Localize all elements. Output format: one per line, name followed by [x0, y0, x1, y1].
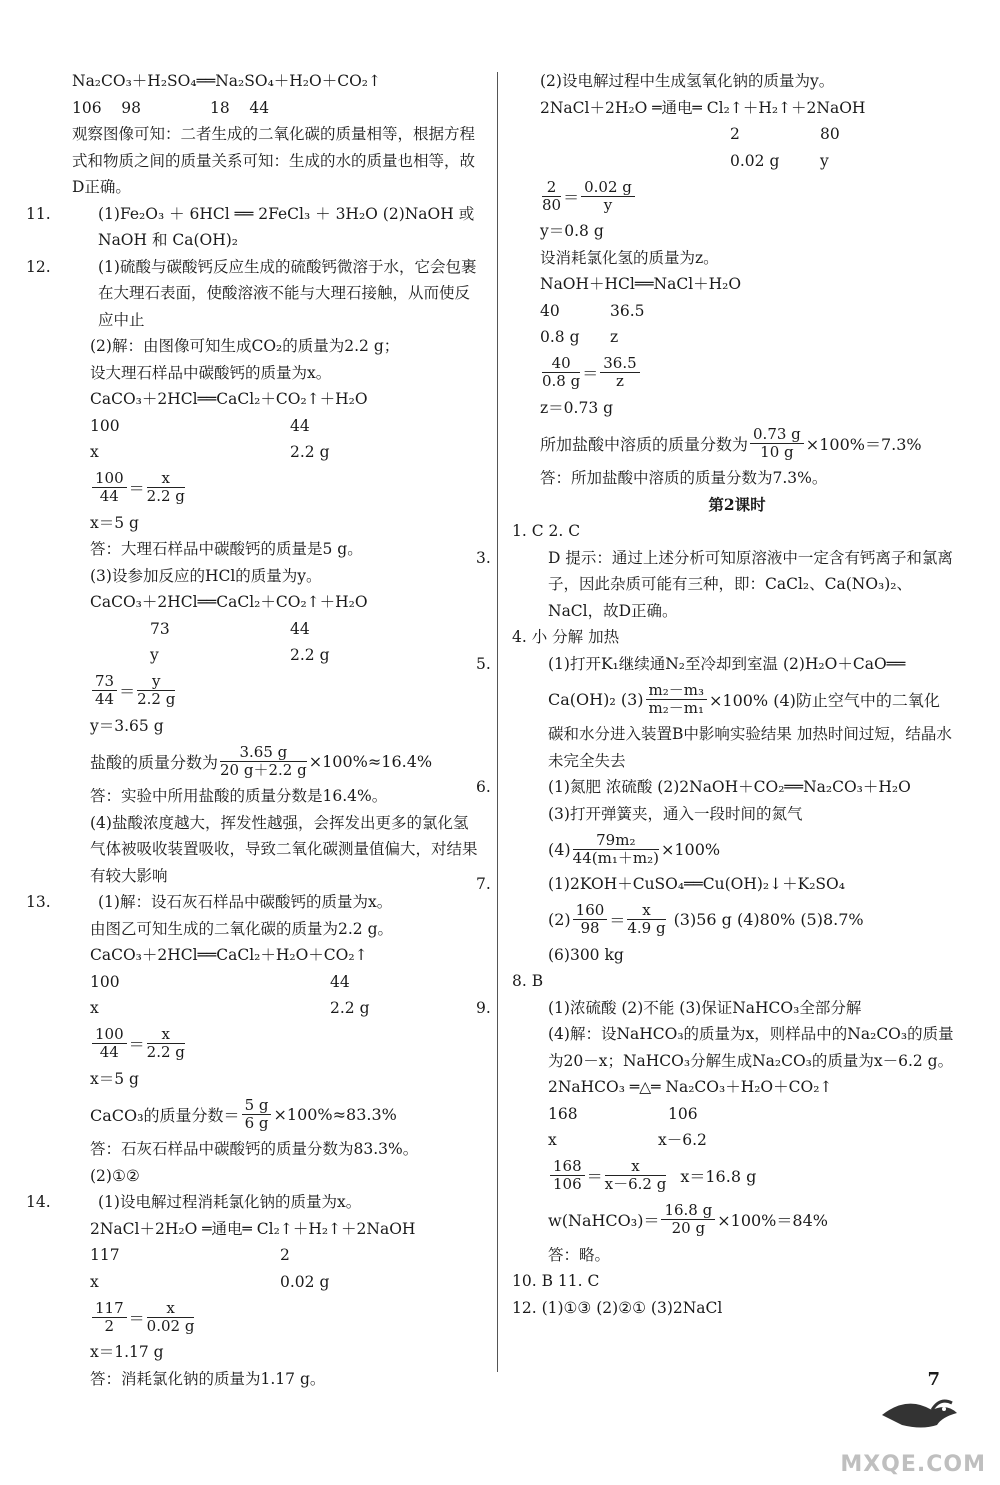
answer-text: D 提示：通过上述分析可知原溶液中一定含有钙离子和氯离子，因此杂质可能有三种，即：CaCl₂、Ca(NO₃)₂、NaCl，故D正确。	[548, 548, 953, 620]
denominator: 2.2 g	[137, 690, 176, 708]
ratio-value: 80	[820, 125, 840, 143]
answer-line: 答：略。	[548, 1245, 611, 1264]
denominator: 44	[99, 1043, 119, 1061]
question-12	[26, 254, 480, 334]
ratio-value: 36.5	[610, 301, 645, 320]
percentage-result: ×100%＝7.3%	[805, 434, 922, 454]
fraction	[627, 902, 665, 937]
result-line: x＝5 g	[90, 1069, 139, 1088]
fraction	[542, 355, 580, 390]
fraction	[147, 1300, 195, 1335]
denominator: 0.02 g	[146, 1316, 195, 1335]
numerator: x	[147, 470, 185, 488]
answer-text: (1)氮肥 浓硫酸 (2)2NaOH＋CO₂══Na₂CO₃＋H₂O	[548, 778, 911, 796]
question-5	[476, 651, 962, 678]
left-column	[26, 68, 480, 1392]
ratio-value: 117	[90, 1246, 120, 1264]
question-number: 14.	[26, 1193, 51, 1211]
mass-ratio-line	[512, 148, 962, 175]
answer-text: ×100%	[660, 839, 721, 859]
mass-ratio-line	[512, 1101, 962, 1128]
fraction	[137, 673, 175, 708]
answer-text: (1)硫酸与碳酸钙反应生成的硫酸钙微溶于水，它会包裹在大理石表面，使酸溶液不能与大理石接触，从而使反应中止	[98, 257, 477, 329]
proportion	[512, 174, 962, 218]
ratio-value: 100	[90, 416, 120, 435]
numerator: x	[605, 1158, 667, 1176]
answer-text: (2)	[548, 910, 571, 929]
answer-text: (4)	[548, 839, 571, 859]
equals-sign: ＝	[128, 479, 145, 498]
question-13	[26, 889, 480, 916]
denominator: m₂－m₁	[648, 698, 704, 717]
answer-line	[512, 827, 962, 871]
question-number: 3.	[476, 548, 491, 567]
denominator: 20 g＋2.2 g	[220, 760, 307, 779]
answer-line: (6)300 kg	[548, 945, 624, 964]
proportion	[62, 669, 480, 713]
proportion	[62, 466, 480, 510]
denominator: 44	[99, 487, 119, 505]
mass-ratio-line	[62, 1269, 480, 1296]
equation-line: CaCO₃＋2HCl══CaCl₂＋CO₂↑＋H₂O	[90, 390, 368, 408]
solution-line: (4)解：设NaHCO₃的质量为x，则样品中的Na₂CO₃的质量为20－x；NaHCO₃分解生成Na₂CO₃的质量为x－6.2 g。	[548, 1025, 954, 1070]
question-number: 11.	[26, 204, 51, 223]
fraction	[92, 1300, 127, 1335]
fraction	[573, 902, 608, 937]
numerator: 16.8 g	[661, 1202, 715, 1220]
fraction	[605, 1158, 667, 1193]
equation-line: CaCO₃＋2HCl══CaCl₂＋H₂O＋CO₂↑	[90, 946, 368, 964]
equals-sign: ＝	[563, 187, 580, 207]
fraction	[581, 179, 635, 214]
proportion	[512, 351, 962, 395]
solution-line: (2)设电解过程中生成氢氧化钠的质量为y。	[540, 72, 835, 90]
equation-line: 2NaHCO₃ ═△═ Na₂CO₃＋H₂O＋CO₂↑	[548, 1078, 833, 1096]
answer-text: (1)打开K₁继续通N₂至冷却到室温 (2)H₂O＋CaO══	[548, 654, 906, 673]
answer-line: 12. (1)①③ (2)②① (3)2NaCl	[512, 1298, 723, 1317]
mass-ratio-line	[512, 121, 962, 148]
fraction	[661, 1202, 715, 1237]
denominator: 2.2 g	[146, 487, 185, 505]
result-line: x＝5 g	[90, 513, 139, 532]
percentage-line	[512, 1198, 962, 1242]
answer-line: 10. B 11. C	[512, 1272, 600, 1290]
question-number: 12.	[26, 257, 51, 276]
ratio-value: x－6.2	[658, 1131, 707, 1149]
ratio-value: 44	[330, 972, 350, 991]
numerator: 0.02 g	[581, 179, 635, 197]
answer-text: (3)56 g (4)80% (5)8.7%	[673, 910, 864, 929]
fraction	[550, 1158, 585, 1193]
numerator: x	[627, 902, 665, 920]
fraction	[220, 744, 307, 779]
label-text: 盐酸的质量分数为	[90, 752, 219, 772]
equation-line: 2NaCl＋2H₂O ═通电═ Cl₂↑＋H₂↑＋2NaOH	[90, 1219, 416, 1238]
answer-text: (1)2KOH＋CuSO₄══Cu(OH)₂↓＋K₂SO₄	[548, 875, 845, 893]
answer-line: 8. B	[512, 972, 544, 990]
column-divider	[497, 72, 498, 1372]
denominator: 10 g	[760, 442, 794, 461]
fraction	[242, 1097, 272, 1132]
numerator: x	[147, 1300, 195, 1318]
mass-ratio-line	[62, 413, 480, 440]
equation-line: Na₂CO₃＋H₂SO₄══Na₂SO₄＋H₂O＋CO₂↑	[72, 72, 381, 90]
percentage-line	[512, 421, 962, 465]
right-column	[476, 68, 962, 1321]
denominator: 4.9 g	[627, 919, 666, 937]
numerator: 3.65 g	[220, 744, 307, 762]
denominator: x－6.2 g	[604, 1175, 667, 1193]
answer-line: 答：消耗氯化钠的质量为1.17 g。	[90, 1369, 326, 1388]
ratio-value: 44	[290, 416, 310, 435]
question-3	[476, 545, 962, 625]
denominator: 106	[553, 1175, 582, 1193]
answer-line: (3)打开弹簧夹，通入一段时间的氮气	[548, 804, 803, 823]
label-text: w(NaHCO₃)＝	[548, 1211, 660, 1230]
equals-sign: ＝	[119, 682, 136, 701]
solution-line: (2)解：由图像可知生成CO₂的质量为2.2 g；	[90, 337, 400, 355]
question-number: 5.	[476, 654, 491, 673]
numerator: 117	[92, 1300, 127, 1318]
solution-line: 由图乙可知生成的二氧化碳的质量为2.2 g。	[90, 919, 394, 938]
numerator: 79m₂	[573, 832, 659, 850]
answer-line: 4. 小 分解 加热	[512, 628, 620, 646]
ratio-value: y	[150, 646, 159, 664]
answer-text: (1)设电解过程消耗氯化钠的质量为x。	[98, 1193, 362, 1211]
solution-line: (3)设参加反应的HCl的质量为y。	[90, 566, 322, 585]
ratio-value: 0.02 g	[280, 1272, 330, 1291]
mass-ratio-line	[62, 969, 480, 996]
answer-line	[512, 677, 962, 721]
fraction	[92, 673, 117, 708]
answer-line: 答：所加盐酸中溶质的质量分数为7.3%。	[540, 469, 828, 487]
denominator: 80	[542, 195, 562, 214]
equals-sign: ＝	[128, 1308, 145, 1328]
denominator: 6 g	[244, 1113, 269, 1132]
equation-line: CaCO₃＋2HCl══CaCl₂＋CO₂↑＋H₂O	[90, 593, 368, 611]
solution-line: 设消耗氯化氢的质量为z。	[540, 248, 719, 267]
numerator: 2	[542, 179, 561, 197]
answer-text: (1)解：设石灰石样品中碳酸钙的质量为x。	[98, 893, 393, 911]
numerator: 168	[550, 1158, 585, 1176]
equation-line: NaOH＋HCl══NaCl＋H₂O	[540, 275, 742, 293]
ratio-value: 0.8 g	[540, 328, 580, 346]
percentage-result: ×100%≈83.3%	[273, 1104, 397, 1124]
denominator: 44(m₁＋m₂)	[572, 848, 659, 867]
equals-sign: ＝	[586, 1167, 603, 1186]
numerator: y	[137, 673, 175, 691]
mass-ratio-line	[62, 616, 480, 643]
ratio-value: x	[90, 999, 99, 1017]
numerator: x	[147, 1026, 185, 1044]
fraction	[542, 179, 561, 214]
fraction	[92, 1026, 127, 1061]
question-9	[476, 995, 962, 1022]
numerator: 160	[573, 902, 608, 920]
page-number: 7	[927, 1369, 940, 1390]
mass-ratio-line	[62, 439, 480, 466]
denominator: 20 g	[671, 1219, 706, 1237]
fraction	[750, 426, 804, 461]
ratio-value: 0.02 g	[730, 151, 780, 170]
proportion	[512, 1154, 962, 1198]
ratio-value: 2.2 g	[330, 999, 370, 1017]
question-number: 6.	[476, 778, 491, 796]
numerator: 36.5	[600, 355, 639, 373]
label-text: CaCO₃的质量分数＝	[90, 1105, 240, 1125]
proportion	[62, 1295, 480, 1339]
mass-ratio-line	[62, 1242, 480, 1269]
ratio-value: 2.2 g	[290, 646, 330, 664]
answer-line: 碳和水分进入装置B中影响实验结果 加热时间过短，结晶水未完全失去	[548, 725, 952, 770]
question-number: 9.	[476, 998, 491, 1017]
answer-text: Ca(OH)₂ (3)	[548, 689, 644, 709]
numerator: 73	[92, 673, 117, 691]
mass-ratio-line	[512, 1127, 962, 1154]
denominator: 2	[104, 1316, 115, 1335]
ratio-value: 2	[730, 125, 740, 143]
ratio-value: 2	[280, 1246, 290, 1264]
answer-line: 1. C 2. C	[512, 522, 581, 540]
question-6	[476, 774, 962, 801]
answer-text: (1)浓硫酸 (2)不能 (3)保证NaHCO₃全部分解	[548, 998, 862, 1017]
answer-line: (2)①②	[90, 1166, 140, 1185]
percentage-line	[62, 1092, 480, 1136]
percentage-result: ×100%＝84%	[717, 1211, 828, 1230]
result-text: x＝16.8 g	[680, 1167, 757, 1186]
ratio-value: 73	[150, 619, 170, 638]
question-11	[26, 201, 480, 254]
answer-text: ×100% (4)防止空气中的二氧化	[708, 690, 940, 710]
result-line: x＝1.17 g	[90, 1343, 164, 1361]
equals-sign: ＝	[609, 911, 626, 930]
fraction	[92, 470, 127, 505]
answer-line: 答：石灰石样品中碳酸钙的质量分数为83.3%。	[90, 1140, 419, 1158]
answer-line	[512, 898, 962, 942]
equation-line: 2NaCl＋2H₂O ═通电═ Cl₂↑＋H₂↑＋2NaOH	[540, 98, 866, 117]
mass-ratio-line: 106 98 18 44	[72, 98, 270, 117]
section-heading: 第2课时	[708, 494, 766, 514]
question-7	[476, 871, 962, 898]
ratio-value: x	[548, 1131, 557, 1149]
numerator: m₂－m₃	[646, 682, 707, 700]
numerator: 100	[92, 1026, 127, 1044]
ratio-value: 100	[90, 972, 120, 991]
percentage-line	[62, 739, 480, 783]
ratio-value: 40	[540, 301, 560, 320]
numerator: 40	[542, 355, 580, 373]
equals-sign: ＝	[128, 1035, 145, 1054]
mass-ratio-line	[62, 642, 480, 669]
ratio-value: y	[820, 151, 829, 170]
question-number: 7.	[476, 875, 491, 893]
ratio-value: 44	[290, 619, 310, 638]
mass-ratio-line	[62, 995, 480, 1022]
denominator: 0.8 g	[542, 372, 581, 390]
denominator: 2.2 g	[146, 1043, 185, 1061]
ratio-value: x	[90, 443, 99, 461]
numerator: 0.73 g	[750, 426, 804, 444]
fraction	[600, 355, 639, 390]
fraction	[147, 1026, 185, 1061]
ratio-value: x	[90, 1272, 99, 1291]
ratio-value: 106	[668, 1104, 698, 1123]
equals-sign: ＝	[582, 364, 599, 383]
result-line: y＝3.65 g	[90, 716, 164, 735]
question-14	[26, 1189, 480, 1216]
denominator: y	[603, 195, 613, 214]
denominator: 98	[580, 919, 600, 937]
mass-ratio-line	[512, 298, 962, 325]
result-line: z＝0.73 g	[540, 398, 614, 417]
ratio-value: 168	[548, 1104, 578, 1123]
percentage-result: ×100%≈16.4%	[308, 751, 433, 771]
explanation-text: (4)盐酸浓度越大，挥发性越强，会挥发出更多的氯化氢气体被吸收装置吸收，导致二氧化碳测量值偏大，对结果有较大影响	[90, 813, 478, 885]
denominator: 44	[95, 690, 115, 708]
fraction	[573, 832, 659, 867]
fraction	[147, 470, 185, 505]
numerator: 5 g	[242, 1097, 272, 1115]
explanation-text: 观察图像可知：二者生成的二氧化碳的质量相等，根据方程式和物质之间的质量关系可知：生成的水的质量也相等，故D正确。	[72, 125, 476, 196]
watermark: MXQE.COM	[840, 1452, 986, 1477]
answer-line: 答：实验中所用盐酸的质量分数是16.4%。	[90, 787, 388, 805]
answer-line: 答：大理石样品中碳酸钙的质量是5 g。	[90, 540, 363, 558]
answer-text: (1)Fe₂O₃ ＋ 6HCl ══ 2FeCl₃ ＋ 3H₂O (2)NaOH 或 NaOH 和 Ca(OH)₂	[98, 204, 475, 249]
mass-ratio-line	[512, 324, 962, 351]
denominator: z	[616, 372, 624, 390]
ratio-value: z	[610, 328, 619, 346]
result-line: y＝0.8 g	[540, 222, 604, 240]
fraction	[646, 682, 707, 717]
proportion	[62, 1022, 480, 1066]
numerator: 100	[92, 470, 127, 488]
label-text: 所加盐酸中溶质的质量分数为	[540, 434, 749, 454]
solution-line: 设大理石样品中碳酸钙的质量为x。	[90, 363, 332, 382]
question-number: 13.	[26, 893, 51, 911]
ratio-value: 2.2 g	[290, 443, 330, 461]
